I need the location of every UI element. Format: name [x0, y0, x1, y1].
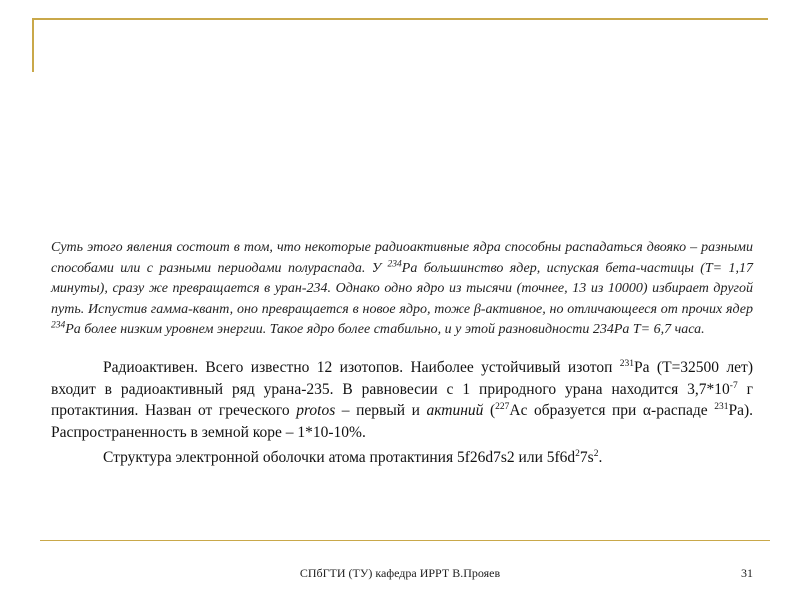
italic-paragraph: Суть этого явления состоит в том, что некоторые радиоактивные ядра способны распадаться двояко – разными способами или с разными периодами полураспада. У $^{234}$Pa большинство ядер, испуская бета-частицы (T= 1,17 минуты), сразу же превращается в уран-234. Однако одно ядро из тысячи (точнее, 13 из 10000) избирает другой путь. Испустив гамма-квант, оно превращается в новое ядро, тоже β-активное, но отличающееся от прочих ядер $^{234}$Pa более низким уровнем энергии. Такое ядро более стабильно, и у этой разновидности 234Pa T= 6,7 часа.: [51, 240, 754, 337]
left-frame-line: [32, 18, 34, 72]
paragraph-electron-structure: Структура электронной оболочки атома протактиния 5f26d7s2 или $5f6d^27s^2$.: [103, 448, 603, 466]
footer-text: СПбГТИ (ТУ) кафедра ИРРТ В.Прояев: [299, 566, 501, 580]
paragraph-isotopes: Радиоактивен. Всего известно 12 изотопов. Наиболее устойчивый изотоп $^{231}$Pa (T=32500 лет) входит в радиоактивный ряд урана-235. В равновесии с 1 природного урана находится $3,7*10^{-7}$ г протактиния. Назван от греческого protos – первый и актиний ($^{227}$Ac образуется при α-распаде $^{231}$Pa). Распространенность в земной коре – 1*10-10%.: [51, 358, 753, 441]
footer-divider: [40, 540, 770, 541]
page-number: 31: [741, 566, 753, 580]
top-frame-line: [32, 18, 768, 20]
